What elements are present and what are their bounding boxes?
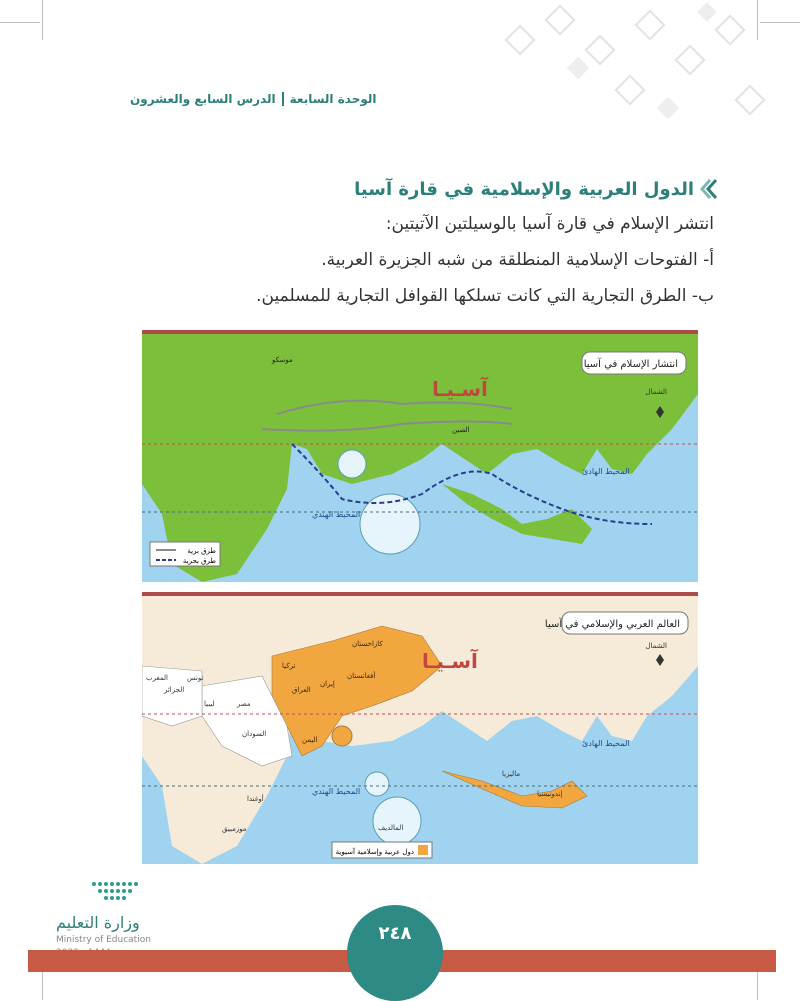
label-uganda: أوغندا [247, 795, 264, 803]
section-title-text: الدول العربية والإسلامية في قارة آسيا [354, 178, 694, 200]
map1-svg [142, 334, 698, 582]
label-malaysia: ماليزيا [502, 770, 521, 778]
map2-pacific-label: المحيط الهادئ [582, 739, 630, 748]
ministry-name-en: Ministry of Education [56, 935, 151, 945]
map1-city-china: الصين [452, 426, 470, 434]
ministry-name-ar: وزارة التعليم [56, 913, 140, 932]
unit-label: الوحدة السابعة [289, 92, 377, 106]
map2-north-label: الشمال [645, 642, 667, 650]
map2-legend-label: دول عربية وإسلامية آسيوية [335, 848, 414, 856]
label-afghanistan: أفغانستان [347, 672, 376, 680]
label-morocco: المغرب [146, 674, 168, 682]
intro-paragraph: انتشر الإسلام في قارة آسيا بالوسيلتين الآتيتين: [385, 214, 714, 234]
legend-swatch [418, 845, 428, 855]
map-arab-islamic-world [142, 592, 698, 864]
lesson-label: الدرس السابع والعشرون [130, 92, 276, 106]
map2-continent: آسـيـا [422, 649, 478, 673]
map1-title: انتشار الإسلام في آسيا [583, 359, 678, 370]
label-algeria: الجزائر [164, 686, 185, 694]
map2-indian-label: المحيط الهندي [312, 787, 361, 796]
legend-land-label: طرق برية [187, 547, 216, 555]
crop-mark [42, 0, 43, 40]
label-mozambique: موزمبيق [222, 825, 247, 833]
running-header [130, 92, 377, 106]
label-sudan: السودان [242, 730, 267, 738]
label-indonesia: إندونيسيا [537, 790, 563, 798]
double-chevron-icon [700, 178, 718, 200]
page-number-badge [347, 905, 443, 1001]
map1-continent: آسـيـا [432, 377, 488, 401]
map1-indian-label: المحيط الهندي [312, 510, 361, 519]
ministry-logo [56, 876, 176, 916]
decorative-tiles [470, 0, 800, 150]
map2-title: العالم العربي والإسلامي في آسيا [544, 619, 680, 630]
header-divider [282, 92, 284, 106]
label-egypt: مصر [237, 700, 251, 708]
label-iraq: العراق [292, 686, 311, 694]
label-tunis: تونس [187, 674, 204, 682]
label-iran: إيران [320, 680, 335, 688]
map2-svg [142, 596, 698, 864]
list-item-a: أ- الفتوحات الإسلامية المنطلقة من شبه الجزيرة العربية. [321, 250, 714, 270]
map-spread-of-islam [142, 330, 698, 582]
section-title [354, 178, 718, 200]
map1-pacific-label: المحيط الهادئ [582, 467, 630, 476]
legend-sea-label: طرق بحرية [182, 557, 216, 565]
label-yemen: اليمن [302, 736, 318, 744]
crop-mark [0, 22, 40, 23]
label-maldives: المالديف [378, 824, 404, 832]
label-libya: ليبيا [204, 700, 215, 708]
label-kazakhstan: كازاخستان [352, 640, 383, 648]
map1-north-label: الشمال [645, 388, 667, 396]
map1-city-moscow: موسكو [272, 356, 293, 364]
page-number: ٢٤٨ [378, 923, 412, 944]
label-turkey: تركيا [282, 662, 296, 670]
list-item-b: ب- الطرق التجارية التي كانت تسلكها القوافل التجارية للمسلمين. [256, 286, 714, 306]
